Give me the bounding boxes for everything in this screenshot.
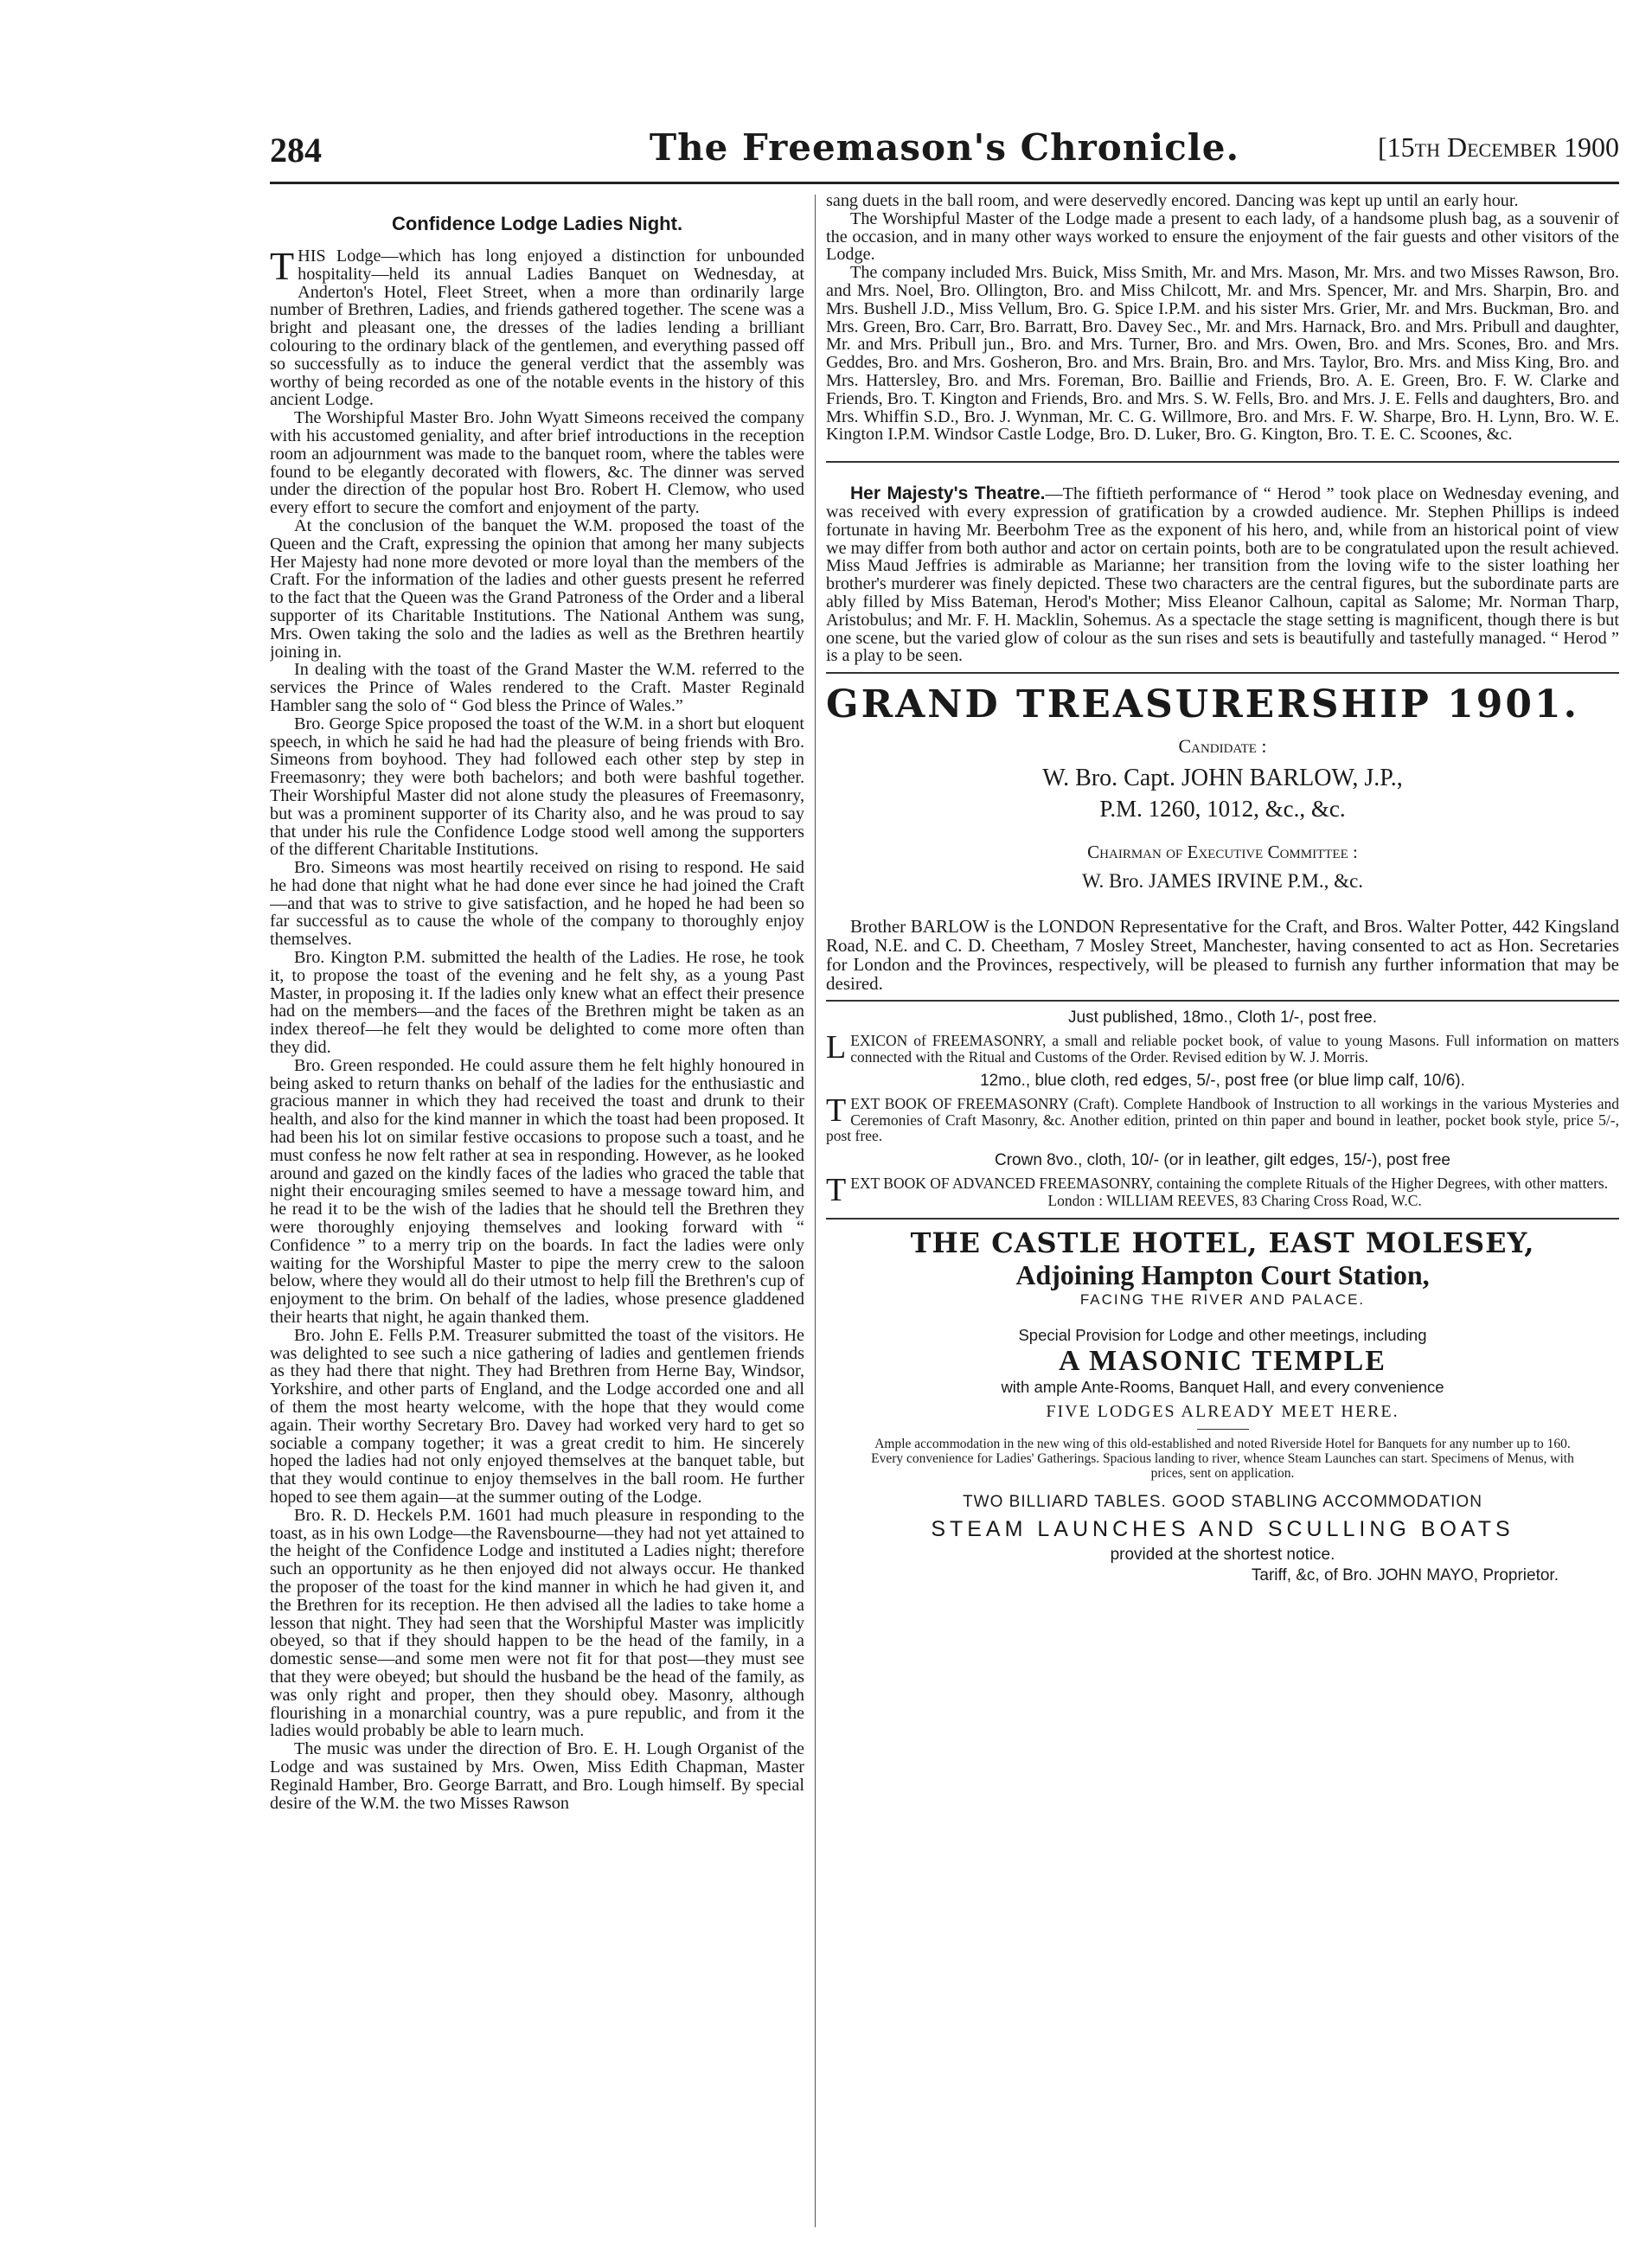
article-paragraph: The music was under the direction of Bro. E. H. Lough Organist of the Lodge and was sustained by Mrs. Owen, Miss Edith Chapman, Master Reginald Hamber, Bro. George Barratt, and Bro. Lough himself. By special desire of the W.M. the two Misses Rawson	[270, 1739, 804, 1813]
special-provision: Special Provision for Lodge and other meetings, including	[1018, 1325, 1427, 1344]
article-paragraph: Bro. John E. Fells P.M. Treasurer submitted the toast of the visitors. He was delighted to see such a nice gathering of ladies and gentlemen friends as they had there that night. They had Brethren from Herne Bay, Windsor, Yorkshire, and other parts of England, and the Lodge accorded one and all of them the most hearty welcome, with the hope that they would come again. Their worthy Secretary Bro. Davey had worked very hard to get so sociable a company together; it was a great credit to him. He sincerely hoped the ladies had not only enjoyed themselves at the banquet table, but that they would continue to enjoy themselves in the ball room. He further hoped to see them again—at the summer outing of the Lodge.	[270, 1325, 804, 1507]
page-number: 284	[270, 131, 322, 170]
article-paragraph: The company included Mrs. Buick, Miss Smith, Mr. and Mrs. Mason, Mr. Mrs. and two Misses Rawson, Bro. and Mrs. Noel, Bro. Ollington, Bro. and Miss Chilcott, Mr. and Mrs. Spencer, Mr. and Mrs. Sharpin, Bro. and Mrs. Bushell J.D., Miss Vellum, Bro. G. Spice I.P.M. and his sister Mrs. Grier, Mr. and Mrs. Buckman, Bro. and Mrs. Green, Bro. Carr, Bro. Barratt, Bro. Davey Sec., Mr. and Mrs. Harnack, Bro. and Mrs. Pribull and daughter, Mr. and Mrs. Pribull jun., Bro. and Mrs. Turner, Bro. and Mrs. Owen, Bro. and Mrs. Scones, Bro. and Mrs. Geddes, Bro. and Mrs. Gosheron, Bro. and Mrs. Brain, Bro. and Mrs. Taylor, Bro. Mrs. and Miss King, Bro. and Mrs. Hattersley, Bro. and Mrs. Foreman, Bro. Baillie and Friends, Bro. A. E. Green, Bro. F. W. Clarke and Friends, Bro. T. Kington and Friends, Bro. and Mrs. S. W. Fells, Bro. and Mrs. J. E. Fells and daughters, Bro. and Mrs. Whiffin S.D., Bro. J. Wynman, Mr. C. G. Willmore, Bro. and Mrs. F. W. Sharpe, Bro. H. Lynn, Bro. W. E. Kington I.P.M. Windsor Castle Lodge, Bro. D. Luker, Bro. G. Kington, Bro. T. E. C. Scoones, &c.	[826, 263, 1619, 445]
publication-heading: Crown 8vo., cloth, 10/- (or in leather, gilt edges, 15/-), post free	[995, 1150, 1450, 1169]
article-paragraph: Bro. Green responded. He could assure them he felt highly honoured in being asked to return thanks on behalf of the ladies for the enthusiastic and gracious manner in which they had received the toast and drunk to their health, and also for the kind manner in which the toast had been proposed. It had been his lot on similar festive occasions to propose such a toast, and he must confess he now felt rather at sea in responding. However, as he looked around and gazed on the kindly faces of the ladies who graced the table that night their encouraging smiles seemed to have a message toward him, and he read it to be the wish of the ladies that he should tell the Brethren they were thoroughly enjoying themselves and looking forward with “ Confidence ” to a merry trip on the boards. In fact the ladies were only waiting for the Worshipful Master to pipe the merry crew to the saloon below, where they would all do their utmost to help fill the Brethren's cup of enjoyment to the brim. On behalf of the ladies, whose presence gladdened their hearts that night, he again thanked them.	[270, 1055, 804, 1328]
issue-date: [15th December 1900	[1378, 131, 1619, 163]
publication-heading: Just published, 18mo., Cloth 1/-, post free.	[1068, 1008, 1377, 1028]
publication-entry: TEXT BOOK OF FREEMASONRY (Craft). Complete Handbook of Instruction to all workings in the various Mysteries and Ceremonies of Craft Masonry, &c. Another edition, printed on thin paper and bound in leather, pocket book style, price 5/-, post free.	[826, 1092, 1619, 1145]
page-header	[270, 126, 1619, 182]
publisher-address: London : WILLIAM REEVES, 83 Charing Cross Road, W.C.	[1047, 1192, 1422, 1210]
short-rule	[1197, 1429, 1249, 1430]
section-rule	[826, 672, 1619, 674]
left-column	[270, 192, 804, 1812]
article-paragraph: At the conclusion of the banquet the W.M. proposed the toast of the Queen and the Craft, expressing the opinion that among her many subjects Her Majesty had none more devoted or more loyal than the members of the Craft. For the information of the ladies and other guests present he referred to the fact that the Queen was the Grand Patroness of the Order and a liberal supporter of its Charitable Institutions. The National Anthem was sung, Mrs. Owen taking the solo and the ladies as well as the Brethren heartily joining in.	[270, 515, 804, 662]
five-lodges: FIVE LODGES ALREADY MEET HERE.	[1046, 1401, 1399, 1421]
masonic-temple-heading: A MASONIC TEMPLE	[1059, 1344, 1386, 1377]
theatre-heading: Her Majesty's Theatre.	[850, 483, 1046, 504]
grand-treasurership-title: GRAND TREASURERSHIP 1901.	[826, 682, 1579, 727]
article-paragraph: The Worshipful Master of the Lodge made a present to each lady, of a handsome plush bag, as a souvenir of the occasion, and in many other ways worked to ensure the enjoyment of the fair guests and other visitors of the Lodge.	[826, 208, 1619, 265]
article-paragraph: Bro. Simeons was most heartily received on rising to respond. He said he had done that night what he had done ever since he had joined the Craft—and that was to strive to give satisfaction, and he hoped he had been so far successful as to cause the whole of the company to thoroughly enjoy themselves.	[270, 858, 804, 950]
drop-cap: T	[270, 244, 295, 288]
chairman-name: W. Bro. JAMES IRVINE P.M., &c.	[1081, 870, 1364, 893]
article-paragraph: In dealing with the toast of the Grand Master the W.M. referred to the services the Prince of Wales rendered to the Craft. Master Reginald Hambler sang the solo of “ God bless the Prince of Wales.”	[270, 660, 804, 715]
header-rule	[270, 182, 1619, 184]
castle-hotel-subtitle: Adjoining Hampton Court Station,	[1015, 1258, 1430, 1290]
masthead-title: The Freemason's Chronicle.	[649, 126, 1240, 169]
tariff-line: Tariff, &c, of Bro. JOHN MAYO, Proprietor.	[1251, 1565, 1559, 1585]
barlow-notice: Brother BARLOW is the LONDON Representative for the Craft, and Bros. Walter Potter, 442 Kingsland Road, N.E. and C. D. Cheetham, 7 Mosley Street, Manchester, having consented to act as Hon. Secretaries for London and the Provinces, respectively, will be pleased to furnish any further information that may be desired.	[826, 916, 1619, 995]
publication-entry: LEXICON of FREEMASONRY, a small and reliable pocket book, of value to young Masons. Full information on matters connected with the Ritual and Customs of the Order. Revised edition by W. J. Morris.	[826, 1029, 1619, 1066]
column-divider	[815, 195, 816, 2227]
article-paragraph: sang duets in the ball room, and were deservedly encored. Dancing was kept up until an early hour.	[826, 192, 1519, 210]
candidate-label: Candidate :	[1178, 735, 1267, 758]
castle-hotel-facing: FACING THE RIVER AND PALACE.	[1079, 1290, 1366, 1308]
article-paragraph: The Worshipful Master Bro. John Wyatt Simeons received the company with his accustomed geniality, and after brief introductions in the reception room an adjournment was made to the banquet room, where the tables were found to be elegantly decorated with flowers, &c. The dinner was served under the direction of the popular host Bro. Robert H. Clemow, who used every effort to secure the comfort and enjoyment of the party.	[270, 408, 804, 518]
article-paragraph: Bro. George Spice proposed the toast of the W.M. in a short but eloquent speech, in which he said he had had the pleasure of being friends with Bro. Simeons from boyhood. They had followed each other step by step in Freemasonry; they were both bachelors; and both were bashful together. Their Worshipful Master did not alone study the pleasures of Freemasonry, but was a prominent supporter of its Charity also, and he was proud to say that under his rule the Confidence Lodge stood well among the supporters of the different Charitable Institutions.	[270, 714, 804, 860]
chairman-label: Chairman of Executive Committee :	[1087, 842, 1358, 863]
publication-heading: 12mo., blue cloth, red edges, 5/-, post free (or blue limp calf, 10/6).	[980, 1072, 1465, 1091]
candidate-lodges: P.M. 1260, 1012, &c., &c.	[1099, 796, 1346, 823]
ample-rooms: with ample Ante-Rooms, Banquet Hall, and every convenience	[1001, 1377, 1444, 1396]
article-title: Confidence Lodge Ladies Night.	[391, 213, 683, 234]
article-paragraph: Bro. Kington P.M. submitted the health of the Ladies. He rose, he took it, to propose the toast of the evening and he felt shy, as a young Past Master, in proposing it. If the ladies only knew what an effect their presence had on the members—and the faces of the Brethren might be taken as an index thereof—he felt they would be delighted to come more often than they did.	[270, 948, 804, 1058]
candidate-name: W. Bro. Capt. JOHN BARLOW, J.P.,	[1042, 765, 1403, 792]
article-paragraph: Bro. R. D. Heckels P.M. 1601 had much pleasure in responding to the toast, as in his own Lodge—the Ravensbourne—they had not yet attained to the height of the Confidence Lodge and instituted a Ladies night; therefore such an opportunity as he then enjoyed did not always occur. He thanked the proposer of the toast for the kind manner in which he had given it, and the Brethren for its reception. He then advised all the ladies to take home a lesson that night. They had seen that the Worshipful Master was implicitly obeyed, so that if they should happen to be the head of the family, in a domestic sense—and some men were not fit for that post—they must see that they were obeyed; but should the husband be the head of the family, as was only right and proper, then they should obey. Masonry, although flourishing in a monarchial country, was a pure republic, and from it the ladies would probably be able to learn much.	[270, 1505, 804, 1741]
section-rule	[826, 1218, 1619, 1220]
section-rule	[826, 1000, 1619, 1002]
section-rule	[826, 461, 1619, 463]
provided-line: provided at the shortest notice.	[1110, 1545, 1335, 1564]
publication-entry: TEXT BOOK OF ADVANCED FREEMASONRY, containing the complete Rituals of the Higher Degrees, with other matters.	[826, 1171, 1609, 1208]
billiard-line: TWO BILLIARD TABLES. GOOD STABLING ACCOMMODATION	[963, 1492, 1482, 1511]
accommodation-text: Ample accommodation in the new wing of this old-established and noted Riverside Hotel for Banquets for any number up to 160. Every convenience for Ladies' Gatherings. Spacious landing to river, whence Steam Launches can start. Specimens of Menus, with prices, sent on application.	[871, 1436, 1574, 1481]
right-column	[826, 192, 1619, 1585]
steam-launches-line: STEAM LAUNCHES AND SCULLING BOATS	[931, 1516, 1514, 1541]
article-paragraph: THIS Lodge—which has long enjoyed a distinction for unbounded hospitality—held its annual Ladies Banquet on Wednesday, at Anderton's Hotel, Fleet Street, when a more than ordinarily large number of Brethren, Ladies, and friends gathered together. The scene was a bright and pleasant one, the dresses of the ladies lending a brilliant colouring to the ordinary black of the gentlemen, and everything passed off so successfully as to induce the general verdict that the assembly was worthy of being recorded as one of the notable events in the history of this ancient Lodge.	[270, 244, 804, 410]
theatre-paragraph: Her Majesty's Theatre.—The fiftieth performance of “ Herod ” took place on Wednesday evening, and was received with every expression of gratification by a crowded audience. Mr. Stephen Phillips is indeed fortunate in having Mr. Beerbohm Tree as the exponent of his hero, and, while from an historical point of view we may differ from both author and actor on certain points, both are to be congratulated upon the result achieved. Miss Maud Jeffries is admirable as Marianne; her transition from the loving wife to the sister loathing her brother's murderer was finely depicted. These two characters are the central figures, but the subordinate parts are ably filled by Miss Bateman, Herod's Mother; Miss Eleanor Calhoun, capital as Salome; Mr. Norman Tharp, Aristobulus; and Mr. F. H. Macklin, Sohemus. As a spectacle the stage setting is magnificent, though there is but one scene, but the varied glow of colour as the sun rises and sets is beautifully and tastefully managed. “ Herod ” is a play to be seen.	[826, 483, 1619, 666]
castle-hotel-title: THE CASTLE HOTEL, EAST MOLESEY,	[910, 1226, 1535, 1259]
